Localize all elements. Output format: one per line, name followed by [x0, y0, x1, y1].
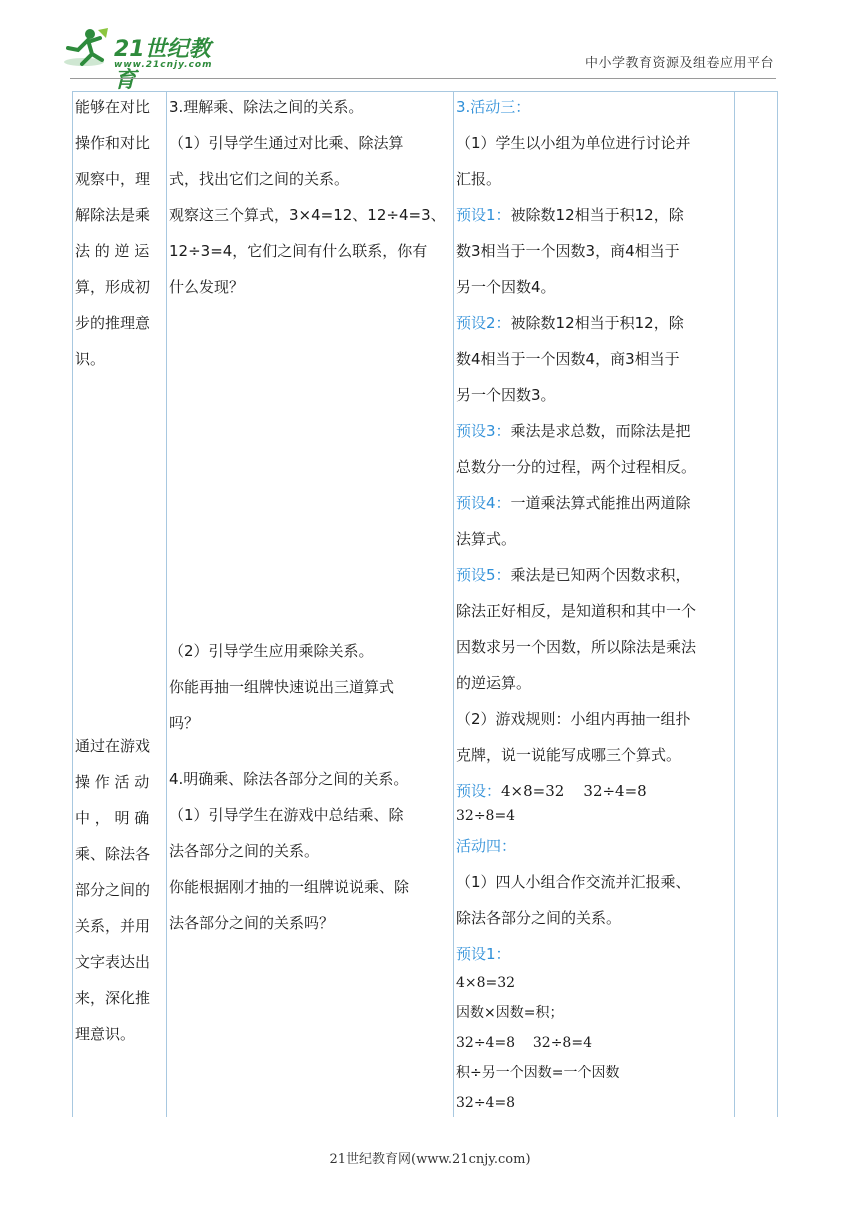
student-column-3 [456, 828, 733, 972]
preset-label: 预设1： [456, 945, 511, 963]
column-divider [166, 92, 167, 1117]
objective-line: 识。 [75, 350, 106, 368]
equation-line: 32÷8=4 [456, 808, 516, 824]
objective-line: 观察中，理 [75, 170, 151, 188]
student-line: 克牌，说一说能写成哪三个算式。 [456, 746, 682, 764]
objective-line: 文字表达出 [75, 953, 151, 971]
preset-label: 预设4： [456, 494, 511, 512]
student-line: 乘法是求总数，而除法是把 [510, 422, 691, 440]
objective-line: 部分之间的 [75, 881, 151, 899]
teacher-line: 什么发现？ [169, 278, 245, 296]
objective-line: 操作和对比 [75, 134, 151, 152]
objective-line: 乘、除法各 [75, 845, 151, 863]
student-line: 的逆运算。 [456, 674, 532, 692]
objective-line: 操 作 活 动 [75, 773, 150, 791]
teacher-line: （1）引导学生通过对比乘、除法算 [169, 134, 404, 152]
objectives-column [75, 89, 165, 377]
teacher-line: 3.理解乘、除法之间的关系。 [169, 98, 364, 116]
objective-line: 理意识。 [75, 1025, 136, 1043]
teacher-line: 4.明确乘、除法各部分之间的关系。 [169, 770, 409, 788]
logo-url: www.21cnjy.com [114, 60, 213, 70]
teacher-line: 吗？ [169, 714, 200, 732]
equation-line: 32÷4=8 [456, 1095, 516, 1111]
student-line: 因数求另一个因数，所以除法是乘法 [456, 638, 697, 656]
objective-line: 来，深化推 [75, 989, 151, 1007]
objective-line: 步的推理意 [75, 314, 151, 332]
preset-label: 预设2： [456, 314, 511, 332]
activity-three-label: 3.活动三： [456, 98, 531, 116]
teacher-column [169, 89, 452, 305]
teacher-line: 法各部分之间的关系吗？ [169, 914, 335, 932]
objective-line: 解除法是乘 [75, 206, 151, 224]
student-line: 被除数12相当于积12，除 [510, 314, 684, 332]
objective-line: 通过在游戏 [75, 737, 151, 755]
footer-text: 21世纪教育网(www.21cnjy.com) [329, 1152, 531, 1167]
lesson-table [72, 91, 778, 1117]
objectives-column-2 [75, 728, 165, 1052]
activity-four-label: 活动四： [456, 837, 517, 855]
teacher-line: 观察这三个算式，3×4=12、12÷4=3、 [169, 206, 446, 224]
student-line: 一道乘法算式能推出两道除 [510, 494, 691, 512]
student-line: 被除数12相当于积12，除 [510, 206, 684, 224]
platform-name: 中小学教育资源及组卷应用平台 [584, 56, 774, 71]
student-line: 数4相当于一个因数4，商3相当于 [456, 350, 680, 368]
equation-line: 4×8=32 [456, 975, 516, 991]
student-line: （2）游戏规则：小组内再抽一组扑 [456, 710, 691, 728]
teacher-column-2 [169, 633, 452, 741]
teacher-line: 法各部分之间的关系。 [169, 842, 320, 860]
site-logo [62, 26, 232, 93]
logo-text: 21世纪教育 [114, 37, 211, 93]
student-column [456, 89, 733, 809]
student-column-2 [456, 801, 733, 831]
objective-line: 法 的 逆 运 [75, 242, 150, 260]
equation-line: 积÷另一个因数=一个因数 [456, 1065, 620, 1081]
objective-line: 算，形成初 [75, 278, 151, 296]
student-line: 另一个因数3。 [456, 386, 556, 404]
student-line: （1）四人小组合作交流并汇报乘、 [456, 873, 691, 891]
teacher-line: 12÷3=4，它们之间有什么联系，你有 [169, 242, 428, 260]
equation-line: 4×8=32 32÷4=8 [501, 782, 647, 800]
teacher-line: （2）引导学生应用乘除关系。 [169, 642, 374, 660]
equation-line: 32÷4=8 32÷8=4 [456, 1035, 592, 1051]
student-line: 总数分一分的过程，两个过程相反。 [456, 458, 697, 476]
teacher-line: 你能再抽一组牌快速说出三道算式 [169, 678, 395, 696]
preset-label: 预设3： [456, 422, 511, 440]
student-column-4 [456, 968, 733, 1118]
column-divider [453, 92, 454, 1117]
teacher-column-3 [169, 761, 452, 941]
student-line: 除法各部分之间的关系。 [456, 909, 622, 927]
preset-label: 预设： [456, 782, 502, 800]
student-line: 乘法是已知两个因数求积， [510, 566, 691, 584]
student-line: 汇报。 [456, 170, 502, 188]
teacher-line: 你能根据刚才抽的一组牌说说乘、除 [169, 878, 410, 896]
teacher-line: 式，找出它们之间的关系。 [169, 170, 350, 188]
objective-line: 中 ， 明 确 [75, 809, 150, 827]
header-divider [70, 78, 776, 79]
student-line: 另一个因数4。 [456, 278, 556, 296]
teacher-line: （1）引导学生在游戏中总结乘、除 [169, 806, 404, 824]
preset-label: 预设1： [456, 206, 511, 224]
equation-line: 因数×因数=积； [456, 1005, 564, 1021]
objective-line: 能够在对比 [75, 98, 151, 116]
column-divider [734, 92, 735, 1117]
student-line: （1）学生以小组为单位进行讨论并 [456, 134, 691, 152]
student-line: 数3相当于一个因数3，商4相当于 [456, 242, 680, 260]
preset-label: 预设5： [456, 566, 511, 584]
student-line: 法算式。 [456, 530, 517, 548]
objective-line: 关系，并用 [75, 917, 151, 935]
student-line: 除法正好相反，是知道积和其中一个 [456, 602, 697, 620]
